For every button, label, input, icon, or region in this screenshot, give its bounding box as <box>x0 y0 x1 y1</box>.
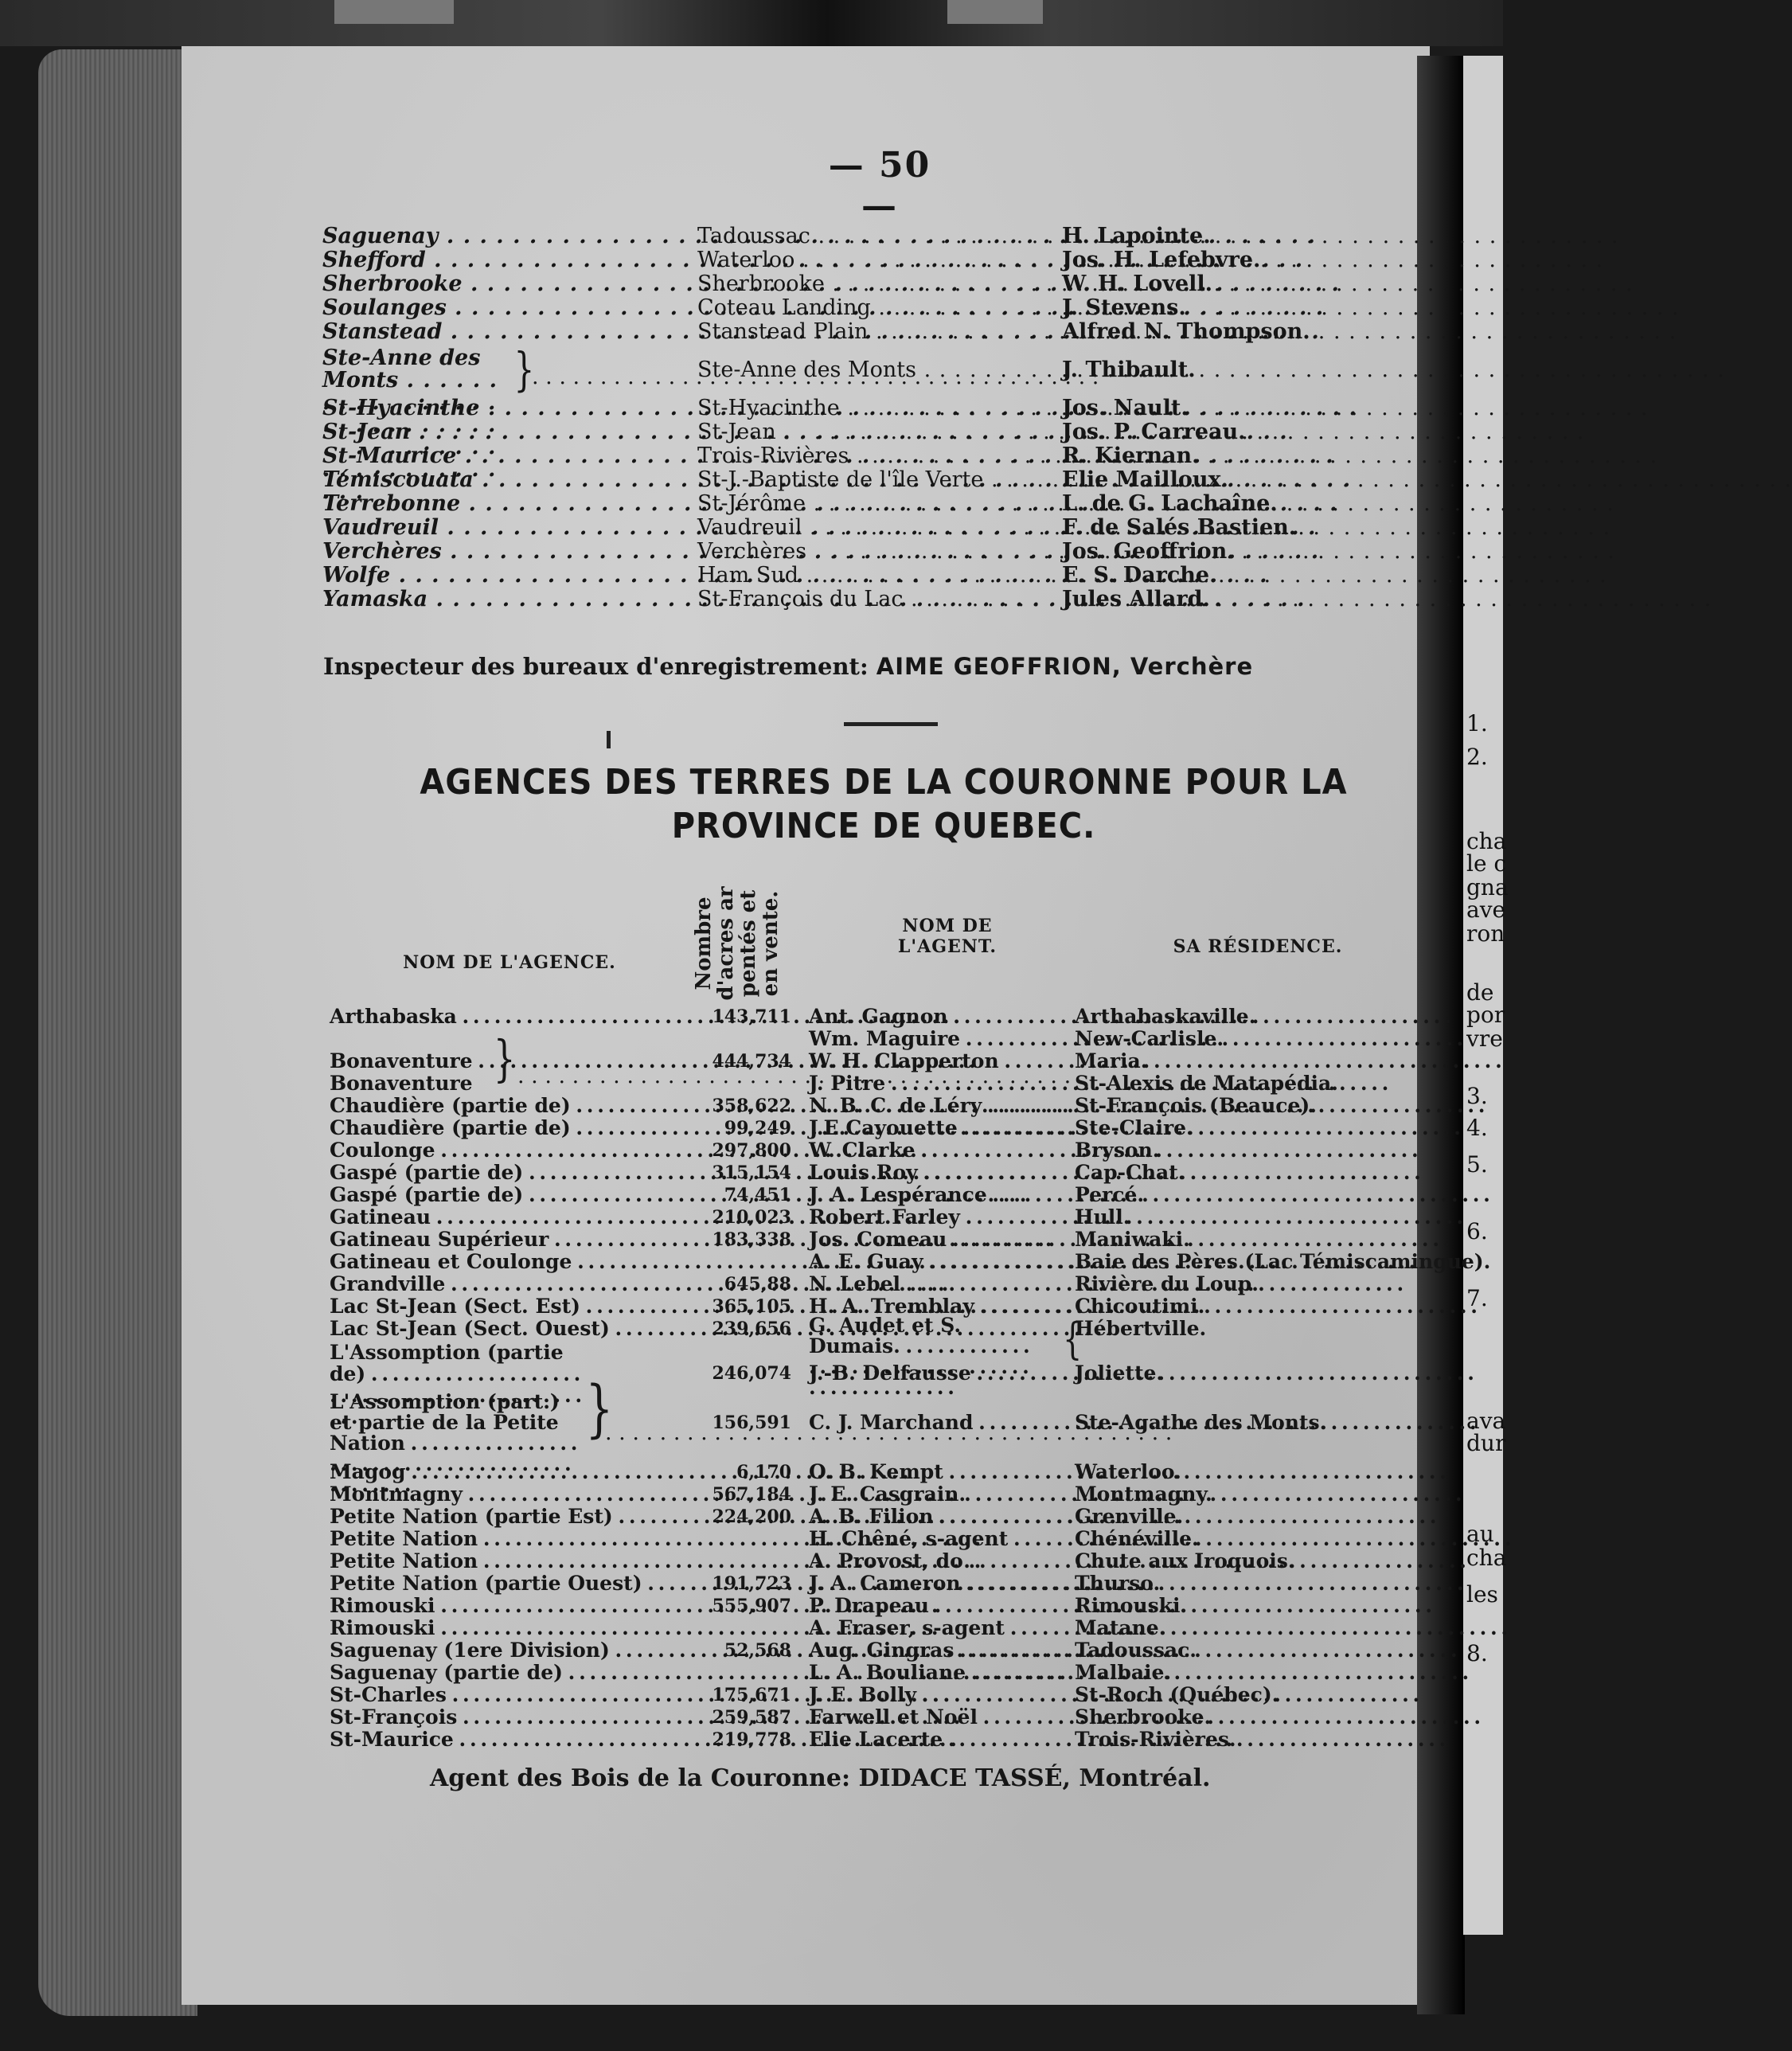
registry-county: Saguenay . . . <box>322 225 697 248</box>
residence-name: Joliette. <box>1075 1361 1164 1385</box>
residence-name: Montmagny. <box>1075 1483 1212 1506</box>
residence-name: Grenville. <box>1075 1505 1184 1528</box>
registry-town: Coteau Landing . . . <box>697 296 1060 320</box>
agent-name: O. B. Kempt . . . <box>809 1462 1072 1483</box>
residence-name: Waterloo. <box>1075 1460 1181 1483</box>
registry-registrar: R. Kiernan. <box>1062 443 1200 468</box>
registry-row <box>0 248 1503 272</box>
registry-row <box>0 588 1503 611</box>
agent-name: J.-B. Delfausse . . . <box>809 1363 1072 1384</box>
margin-fragment: cha <box>1466 1545 1507 1571</box>
agent-name: A. Provost, do . . . <box>809 1551 1072 1572</box>
registry-row <box>0 296 1503 320</box>
agency-name: Saguenay (partie de) . . . <box>330 1662 708 1683</box>
agency-name: L'Assomption (part.) et partie de la Petite Nation . . . <box>330 1392 576 1454</box>
agency-name: Saguenay (1ere Division) . . . <box>330 1640 708 1661</box>
registry-row <box>0 516 1503 540</box>
agency-name: Gaspé (partie de) . . . <box>330 1162 708 1183</box>
registry-row <box>0 444 1503 468</box>
page-number: — 50 — <box>828 145 931 226</box>
registry-county: Stanstead . . . <box>322 320 697 344</box>
acres-value: 224,200 <box>712 1506 791 1527</box>
acres-value: 567,184 <box>712 1484 791 1505</box>
agent-name: Elie Lacerte . . . <box>809 1729 1072 1750</box>
residence-name: Malbaie. <box>1075 1661 1172 1684</box>
acres-value: 210,023 <box>712 1207 791 1228</box>
residence-name: St-Alexis de Matapédia. <box>1075 1072 1338 1095</box>
registry-registrar: H. Lapointe. <box>1062 224 1211 248</box>
agent-name: N. B. C. de Léry . . . <box>809 1096 1072 1116</box>
agency-name: Gatineau . . . <box>330 1207 708 1228</box>
margin-fragment: 5. <box>1466 1151 1488 1178</box>
residence-name: Cap-Chat. <box>1075 1161 1185 1184</box>
scan-artifact <box>334 0 454 24</box>
registry-row <box>0 468 1503 492</box>
table-row <box>0 1596 1503 1616</box>
acres-value: 259,587 <box>712 1707 791 1728</box>
registry-registrar: Jules Allard. <box>1062 587 1210 611</box>
table-row <box>0 1274 1503 1295</box>
registry-county: St-Hyacinthe . . . <box>322 397 697 420</box>
agent-name: Louis Roy . . . <box>809 1162 1072 1183</box>
registry-row <box>0 272 1503 296</box>
table-row <box>0 1252 1503 1272</box>
registry-row <box>0 397 1503 420</box>
registry-town: Sherbrooke . . . <box>697 272 1060 296</box>
table-row <box>0 1118 1503 1139</box>
agency-name: Gatineau Supérieur . . . <box>330 1229 708 1250</box>
agent-name: Wm. Maguire . . . <box>809 1029 1072 1049</box>
registry-county: Shefford . . . <box>322 248 697 272</box>
table-row <box>0 1162 1503 1183</box>
residence-name: Bryson. <box>1075 1139 1160 1162</box>
registry-registrar: Jos. H. Lefebvre. <box>1062 248 1261 272</box>
registry-town: St-Hyacinthe . . . <box>697 397 1060 420</box>
agent-name: J.E.Cayouette . . . <box>809 1118 1072 1139</box>
agency-name: St-Charles . . . <box>330 1685 708 1705</box>
table-row <box>0 1314 1503 1358</box>
acres-value: 219,778 <box>712 1729 791 1750</box>
inspector-label: Inspecteur des bureaux d'enregistrement: <box>323 653 869 680</box>
margin-fragment: 4. <box>1466 1115 1488 1141</box>
scan-top-edge <box>0 0 1503 46</box>
header-agency: NOM DE L'AGENCE. <box>403 952 616 973</box>
agent-name: J. A. Lespérance . . . <box>809 1185 1072 1205</box>
registry-county: Verchères . . . <box>322 540 697 564</box>
header-agent-line2: L'AGENT. <box>897 936 998 957</box>
residence-name: Rimouski. <box>1075 1594 1188 1617</box>
residence-name: Hébertville. <box>1075 1317 1207 1340</box>
acres-value: 645,88 <box>724 1274 791 1295</box>
registry-row <box>0 225 1503 248</box>
agency-name: L'Assomption (partie de) . . . <box>330 1342 584 1428</box>
margin-fragment: les <box>1466 1581 1498 1608</box>
registry-county: Sherbrooke . . . <box>322 272 697 296</box>
brace-symbol: { <box>1063 1314 1083 1364</box>
acres-value: 74,451 <box>724 1185 791 1205</box>
agent-name: L. A. Bouliane . . . <box>809 1662 1072 1683</box>
margin-fragment: ava <box>1466 1408 1506 1434</box>
agency-name: Petite Nation (partie Est) . . . <box>330 1506 708 1527</box>
margin-fragment: por <box>1466 1002 1505 1028</box>
margin-fragment: gna <box>1466 874 1509 900</box>
acres-value: 156,591 <box>712 1412 791 1433</box>
acres-value: 6,170 <box>736 1462 791 1483</box>
agent-name: A. E. Guay . . . <box>809 1252 1072 1272</box>
agency-name: Petite Nation (partie Ouest) . . . <box>330 1573 708 1594</box>
table-row <box>0 1729 1503 1750</box>
table-row <box>0 1185 1503 1205</box>
registry-town: Verchères . . . <box>697 540 1060 564</box>
registry-county: Terrebonne . . . <box>322 492 697 516</box>
acres-value: 555,907 <box>712 1596 791 1616</box>
residence-name: Percé. <box>1075 1183 1145 1206</box>
agent-name: C. J. Marchand . . . <box>809 1412 1072 1433</box>
margin-fragment: 2. <box>1466 744 1488 770</box>
residence-name: St-François (Beauce). <box>1075 1094 1317 1117</box>
margin-fragment: dur <box>1466 1430 1506 1456</box>
margin-fragment: de <box>1466 979 1494 1006</box>
acres-value: 365,105 <box>712 1296 791 1317</box>
agent-name: J. E. Bolly . . . <box>809 1685 1072 1705</box>
table-row <box>0 1029 1503 1049</box>
print-mark <box>607 731 611 748</box>
agency-name: Chaudière (partie de) . . . <box>330 1096 708 1116</box>
registry-town: Trois-Rivières . . . <box>697 444 1060 468</box>
registry-town: Tadoussac . . . <box>697 225 1060 248</box>
section-title-line2: PROVINCE DE QUEBEC. <box>671 806 1096 846</box>
margin-fragment: vre <box>1466 1026 1503 1052</box>
header-residence: SA RÉSIDENCE. <box>1173 936 1343 957</box>
registry-town: Ham Sud . . . <box>697 564 1060 588</box>
agency-name: Arthabaska . . . <box>330 1006 708 1027</box>
table-row <box>0 1484 1503 1505</box>
agent-name: Ant. Gagnon . . . <box>809 1006 1072 1027</box>
registry-row <box>0 540 1503 564</box>
margin-fragment: au <box>1466 1521 1494 1547</box>
table-row <box>0 1229 1503 1250</box>
agent-name: H. Chêné, s-agent . . . <box>809 1529 1072 1549</box>
registry-registrar: E. S. Darche. <box>1062 563 1217 588</box>
scan-artifact <box>947 0 1043 24</box>
registry-row <box>0 492 1503 516</box>
registry-town: Stanstead Plain . . . <box>697 320 1060 344</box>
section-divider <box>844 722 938 726</box>
acres-value: 183,338 <box>712 1229 791 1250</box>
table-row <box>0 1640 1503 1661</box>
registry-row <box>0 564 1503 588</box>
registry-town: St-François du Lac . . . <box>697 588 1060 611</box>
margin-fragment: 1. <box>1466 710 1488 736</box>
table-row <box>0 1551 1503 1572</box>
agent-name: N. Lebel . . . <box>809 1274 1072 1295</box>
registry-town: Ste-Anne des Monts . . . <box>697 358 1060 382</box>
registry-county: Yamaska . . . <box>322 588 697 611</box>
residence-name: Trois-Rivières. <box>1075 1728 1236 1751</box>
margin-fragment: le c <box>1466 850 1507 877</box>
inspector-name: AIME GEOFFRION, Verchère <box>876 653 1254 680</box>
agent-name: Aug. Gingras . . . <box>809 1640 1072 1661</box>
residence-name: Thurso. <box>1075 1572 1161 1595</box>
residence-name: Baie des Pères (Lac Témiscamingue). <box>1075 1250 1491 1273</box>
header-agent <box>868 916 1027 957</box>
registry-row <box>0 420 1503 444</box>
table-row <box>0 1006 1503 1027</box>
acres-value: 175,671 <box>712 1685 791 1705</box>
registry-county: Soulanges . . . <box>322 296 697 320</box>
acres-value: 52,568 <box>724 1640 791 1661</box>
dot-leader <box>517 1064 701 1088</box>
agent-name: G. Audet et S. Dumais. . . . <box>809 1315 1032 1363</box>
agency-name: Coulonge . . . <box>330 1140 708 1161</box>
margin-fragment: 6. <box>1466 1218 1488 1244</box>
table-row <box>0 1707 1503 1728</box>
residence-name: Arthabaskaville. <box>1075 1005 1256 1028</box>
agency-name: Chaudière (partie de) . . . <box>330 1118 708 1139</box>
margin-fragment: 7. <box>1466 1285 1488 1311</box>
registry-registrar: W. H. Lovell. <box>1062 272 1212 296</box>
registry-county: Wolfe . . . <box>322 564 697 588</box>
acres-value: 358,622 <box>712 1096 791 1116</box>
brace-symbol: } <box>585 1373 614 1445</box>
registry-registrar: Alfred N. Thompson. <box>1062 319 1310 344</box>
registry-county: St-Jean . . . <box>322 420 697 444</box>
acres-value: 297,800 <box>712 1140 791 1161</box>
residence-name: Tadoussac. <box>1075 1639 1197 1662</box>
residence-name: Chénéville. <box>1075 1527 1199 1550</box>
agency-name: Petite Nation . . . <box>330 1529 708 1549</box>
header-agent-line1: NOM DE <box>902 916 993 936</box>
table-row <box>0 1662 1503 1683</box>
table-row <box>0 1685 1503 1705</box>
agency-name: Rimouski . . . <box>330 1618 708 1639</box>
agency-name: Petite Nation . . . <box>330 1551 708 1572</box>
registry-registrar: Jos. Geoffrion. <box>1062 539 1235 564</box>
agency-name: St-Maurice . . . <box>330 1729 708 1750</box>
registry-registrar: L. de G. Lachaîne. <box>1062 491 1278 516</box>
agency-name: St-François . . . <box>330 1707 708 1728</box>
agent-name: A. B. Filion . . . <box>809 1506 1072 1527</box>
registry-county: Témiscouata . . . <box>322 468 697 492</box>
registry-county: Ste-Anne des Monts . . . <box>322 347 506 503</box>
registry-county: St-Maurice . . . <box>322 444 697 468</box>
agent-name: W. Clarke . . . <box>809 1140 1072 1161</box>
residence-name: Maniwaki. <box>1075 1228 1190 1251</box>
agency-name: Lac St-Jean (Sect. Est) . . . <box>330 1296 708 1317</box>
agency-name: Rimouski . . . <box>330 1596 708 1616</box>
table-row <box>0 1207 1503 1228</box>
agency-name: Magog . . . <box>330 1462 708 1483</box>
agent-name: A. Fraser, s-agent . . . <box>809 1618 1072 1639</box>
acres-value: 191,723 <box>712 1573 791 1594</box>
margin-fragment: 3. <box>1466 1083 1488 1109</box>
residence-name: Ste-Claire. <box>1075 1116 1193 1139</box>
acres-value: 99,249 <box>724 1118 791 1139</box>
residence-name: Ste-Agathe des Monts. <box>1075 1411 1327 1434</box>
agent-name: J. E. Casgrain . . . <box>809 1484 1072 1505</box>
margin-fragment: cha <box>1466 828 1507 854</box>
agency-name: Gaspé (partie de) . . . <box>330 1185 708 1205</box>
table-row <box>0 1573 1503 1594</box>
agency-name: Grandville . . . <box>330 1274 708 1295</box>
dot-leader <box>605 1420 705 1445</box>
registry-town: Vaudreuil . . . <box>697 516 1060 540</box>
table-row <box>0 1296 1503 1317</box>
residence-name: Matane. <box>1075 1616 1166 1639</box>
table-row <box>0 1140 1503 1161</box>
header-acres: Nombre d'acres ar pentés et en vente. <box>692 886 783 1001</box>
agent-name: W. H. Clapperton . . . <box>809 1051 1072 1072</box>
acres-value: 239,656 <box>712 1318 791 1339</box>
registry-registrar: F. de Salés Bastien. <box>1062 515 1297 540</box>
residence-name: St-Roch (Québec). <box>1075 1683 1279 1706</box>
agent-name: Jos. Comeau . . . <box>809 1229 1072 1250</box>
acres-value: 246,074 <box>712 1363 791 1384</box>
agency-name: Bonaventure <box>330 1072 473 1095</box>
registry-registrar: Jos. P. Carreau. <box>1062 420 1246 444</box>
registry-registrar: Elie Mailloux. <box>1062 467 1228 492</box>
residence-name: Rivière du Loup. <box>1075 1272 1259 1295</box>
registry-town: St-Jean . . . <box>697 420 1060 444</box>
acres-value: 315,154 <box>712 1162 791 1183</box>
agent-name: Farwell et Noël . . . <box>809 1707 1072 1728</box>
registry-registrar: Jos. Nault. <box>1062 396 1189 420</box>
table-row <box>0 1341 1503 1385</box>
table-row <box>0 1529 1503 1549</box>
registry-row <box>0 320 1503 344</box>
agency-name: Gatineau et Coulonge . . . <box>330 1252 708 1272</box>
agent-name: J. A. Cameron . . . <box>809 1573 1072 1594</box>
residence-name: Hull. <box>1075 1205 1130 1229</box>
wood-agent-line: Agent des Bois de la Couronne: DIDACE TASSÉ, Montréal. <box>430 1764 1211 1792</box>
brace-symbol: } <box>513 342 535 397</box>
agent-name: J. Pitre . . . <box>809 1073 1072 1094</box>
registry-town: St-J.-Baptiste de l'île Verte . . . <box>697 468 1060 492</box>
dot-leader <box>532 365 691 389</box>
registry-registrar: J. Stevens. <box>1062 295 1186 320</box>
residence-name: Maria. <box>1075 1049 1148 1072</box>
agent-name: P. Drapeau . . . <box>809 1596 1072 1616</box>
agency-name: Lac St-Jean (Sect. Ouest) . . . <box>330 1318 708 1339</box>
registry-town: Waterloo . . . <box>697 248 1060 272</box>
registry-town: St-Jérôme . . . <box>697 492 1060 516</box>
margin-fragment: ave <box>1466 897 1506 923</box>
inspector-line <box>323 653 1417 680</box>
residence-name: Sherbrooke. <box>1075 1705 1212 1729</box>
registry-county: Vaudreuil . . . <box>322 516 697 540</box>
table-row <box>0 1096 1503 1116</box>
agency-name: Bonaventure . . . <box>330 1051 708 1072</box>
acres-value: 444,734 <box>712 1051 791 1072</box>
brace-symbol: } <box>493 1029 516 1088</box>
table-row <box>0 1506 1503 1527</box>
agent-name: H. A. Tremblay . . . <box>809 1296 1072 1317</box>
residence-name: New-Carlisle. <box>1075 1027 1224 1050</box>
registry-registrar: J. Thibault. <box>1062 357 1196 382</box>
agent-name: Robert Farley . . . <box>809 1207 1072 1228</box>
agency-name: Montmagny . . . <box>330 1484 708 1505</box>
margin-fragment: 8. <box>1466 1640 1488 1666</box>
table-row <box>0 1618 1503 1639</box>
section-title <box>414 760 1353 848</box>
table-row <box>0 1462 1503 1483</box>
acres-value: 143,711 <box>712 1006 791 1027</box>
residence-name: Chicoutimi. <box>1075 1295 1205 1318</box>
margin-fragment: ron <box>1466 920 1505 947</box>
residence-name: Chute aux Iroquois. <box>1075 1549 1295 1572</box>
section-title-line1: AGENCES DES TERRES DE LA COURONNE POUR LA <box>420 762 1348 803</box>
